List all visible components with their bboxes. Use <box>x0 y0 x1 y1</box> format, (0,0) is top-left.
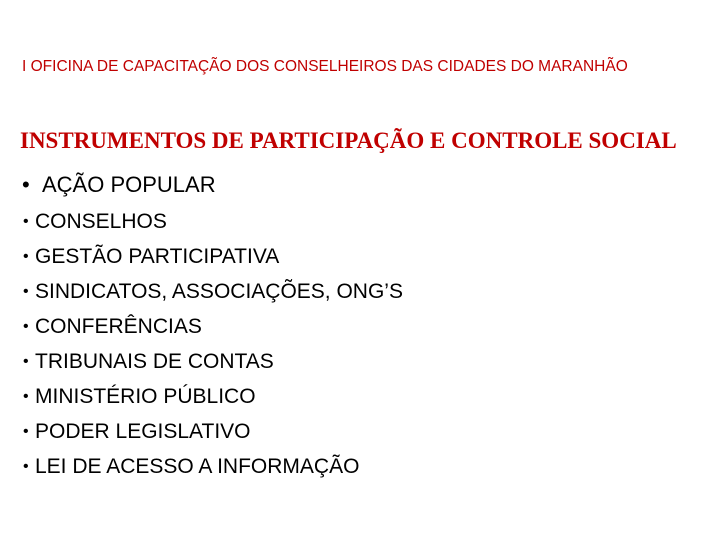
bullet-icon: • <box>23 213 29 230</box>
list-item-label: CONSELHOS <box>35 210 167 233</box>
list-item-first <box>22 172 216 198</box>
list-item-label: MINISTÉRIO PÚBLICO <box>35 385 256 408</box>
bullet-icon: • <box>23 318 29 335</box>
list-item-label: GESTÃO PARTICIPATIVA <box>35 245 280 268</box>
bullet-icon: • <box>23 458 29 475</box>
bullet-icon: • <box>23 423 29 440</box>
bullet-icon: • <box>23 283 29 300</box>
list-item-label: TRIBUNAIS DE CONTAS <box>35 350 274 373</box>
list-item-label: AÇÃO POPULAR <box>42 172 216 197</box>
list-item-label: PODER LEGISLATIVO <box>35 420 251 443</box>
list-item-label: CONFERÊNCIAS <box>35 315 202 338</box>
bullet-icon: • <box>23 248 29 265</box>
bullet-icon: • <box>23 353 29 370</box>
slide-title: INSTRUMENTOS DE PARTICIPAÇÃO E CONTROLE SOCIAL <box>20 128 677 153</box>
list-item-label: SINDICATOS, ASSOCIAÇÕES, ONG’S <box>35 280 403 303</box>
list-item-label: LEI DE ACESSO A INFORMAÇÃO <box>35 455 360 478</box>
header-text: I OFICINA DE CAPACITAÇÃO DOS CONSELHEIROS DAS CIDADES DO MARANHÃO <box>22 58 628 75</box>
bullet-icon: • <box>23 388 29 405</box>
bullet-icon: • <box>22 172 30 197</box>
